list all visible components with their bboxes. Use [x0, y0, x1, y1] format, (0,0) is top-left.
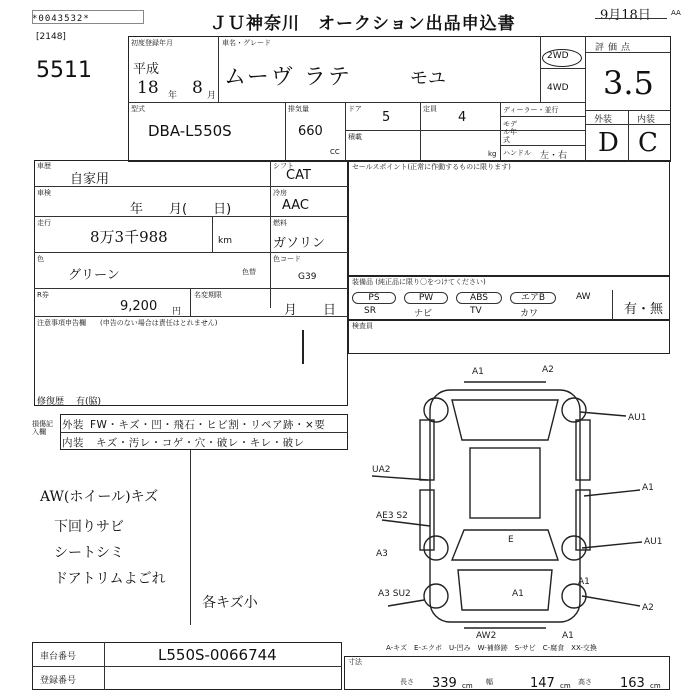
equip-leather: カワ — [520, 309, 539, 319]
name-change: 月 日 — [284, 303, 337, 318]
hw-note-2: 下回りサビ — [54, 519, 124, 535]
mileage-label: 走行 — [37, 219, 51, 227]
barcode-box — [32, 10, 144, 24]
equip-pw: PW — [404, 292, 448, 304]
mark-rear-a2: A2 — [642, 603, 654, 613]
capacity-label: 定員 — [423, 105, 437, 113]
hw-note-5: 各キズ小 — [202, 595, 258, 611]
height: 163 — [620, 676, 645, 691]
notes-label: 注意事項申告欄 — [37, 319, 86, 327]
mark-left-a3: A3 — [376, 549, 388, 559]
length-label: 長さ — [400, 678, 414, 686]
mark-left-ae3: AE3 S2 — [376, 511, 408, 521]
date-suffix: AA — [671, 9, 681, 17]
date: 9月18日 — [600, 8, 651, 23]
mark-right-a1: A1 — [642, 483, 654, 493]
reg-label: 登録番号 — [40, 676, 77, 686]
mark-rear-a3: A3 SU2 — [378, 589, 411, 599]
mark-rear-a1: A1 — [578, 577, 590, 587]
damage-int-label: 内装 — [62, 437, 84, 449]
doors: 5 — [382, 110, 391, 125]
capacity: 4 — [458, 110, 467, 125]
equip-airbag: エアB — [510, 292, 556, 304]
width: 147 — [530, 676, 555, 691]
mark-left-ua2: UA2 — [372, 465, 391, 475]
displacement-label: 排気量 — [288, 105, 309, 113]
equip-navi: ナビ — [414, 309, 433, 319]
mark-center-e: E — [508, 535, 514, 545]
repair-label: 修復歴 — [37, 397, 65, 407]
height-unit: cm — [650, 682, 661, 690]
barcode-number: *0043532* — [32, 14, 90, 24]
damage-ext-label: 外装 — [62, 419, 84, 431]
color-code-label: 色コード — [273, 255, 301, 263]
displacement: 660 — [298, 124, 323, 139]
mileage: 8万3千988 — [90, 228, 168, 246]
score: 3.5 — [603, 64, 654, 102]
usage-label: 車歴 — [37, 162, 51, 170]
diagram-legend: A-キズ E-エクボ U-凹み W-補修跡 S-サビ C-腐食 XX-交換 — [386, 644, 597, 652]
ac-label: 冷房 — [273, 189, 287, 197]
lot-number: 5511 — [36, 58, 92, 83]
displacement-unit: CC — [330, 148, 340, 156]
handle-label: ハンドル — [503, 149, 531, 157]
mark-right-au1: AU1 — [628, 413, 647, 423]
model-label: 型式 — [131, 105, 145, 113]
mark-roof-a1: A1 — [512, 589, 524, 599]
equip-tv: TV — [470, 306, 482, 316]
reg-year: 18 — [137, 78, 159, 98]
inspection: 年 月( 日) — [130, 202, 232, 217]
mark-front-a1: A1 — [472, 367, 484, 377]
notes-note: (申告のない場合は責任はとれません) — [100, 319, 218, 327]
mileage-unit: km — [218, 236, 232, 246]
mark-rear-a1-b: A1 — [562, 631, 574, 640]
fuel-label: 燃料 — [273, 219, 287, 227]
mark-right-au1-b: AU1 — [644, 537, 663, 547]
kg-unit: kg — [488, 150, 497, 158]
mark-rear-aw2: AW2 — [476, 631, 497, 640]
load-label: 積載 — [348, 133, 362, 141]
color-label: 色 — [37, 255, 44, 263]
sales-point-label: セールスポイント(正常に作動するものに限ります) — [352, 163, 511, 171]
interior-grade: C — [638, 128, 658, 158]
score-label: 評価点 — [595, 43, 635, 53]
dealer-label: ディーラー・並行 — [503, 106, 559, 114]
damage-label: 損傷記入欄 — [32, 420, 53, 436]
equip-ps: PS — [352, 292, 396, 304]
reg-month: 8 — [192, 78, 203, 98]
vin-label: 車台番号 — [40, 652, 77, 662]
hw-note-4: ドアトリムよごれ — [54, 571, 166, 587]
equip-tire: 有・無 — [624, 302, 664, 317]
shift: CAT — [286, 168, 311, 183]
drive-4wd: 4WD — [547, 83, 569, 93]
recycle-label: R券 — [37, 291, 49, 299]
history-box — [34, 160, 348, 406]
car-name: ムーヴ ラテ — [224, 65, 352, 90]
repair-value: 有(脇) — [76, 397, 102, 407]
reg-year-suffix: 年 — [168, 91, 178, 101]
equip-aw: AW — [576, 292, 591, 302]
fuel: ガソリン — [273, 236, 326, 251]
recycle: 9,200 — [120, 299, 158, 314]
hw-note-3: シートシミ — [54, 545, 124, 561]
lot-code: [2148] — [36, 32, 66, 42]
form-title: ＪＵ神奈川 オークション出品申込書 — [210, 14, 516, 34]
inspection-label: 車検 — [37, 189, 51, 197]
car-name-label: 車名・グレード — [222, 39, 271, 47]
inspector-label: 検査員 — [352, 322, 373, 330]
damage-ext-items: FW・キズ・凹・飛石・ヒビ割・リペア跡・×要 — [90, 419, 326, 431]
mark-front-a2: A2 — [542, 365, 554, 375]
equip-abs: ABS — [456, 292, 502, 304]
height-label: 高さ — [578, 678, 592, 686]
car-damage-diagram — [372, 360, 672, 640]
car-grade: モユ — [410, 68, 446, 89]
inspector-box — [348, 320, 670, 354]
model-year-label: モデル年式 — [503, 120, 517, 144]
equip-sr: SR — [364, 306, 376, 316]
dims-label: 寸法 — [348, 658, 362, 666]
usage: 自家用 — [70, 172, 110, 187]
width-unit: cm — [560, 682, 571, 690]
first-reg-label: 初度登録年月 — [131, 39, 173, 47]
name-change-label: 名変期限 — [194, 291, 222, 299]
shift-label: シフト — [273, 162, 294, 170]
vin: L550S-0066744 — [158, 646, 277, 664]
handle-value: 左・右 — [540, 151, 568, 161]
color-change-label: 色替 — [242, 268, 256, 276]
equipment-label: 装備品 (純正品に限り〇をつけてください) — [352, 278, 486, 286]
color: グリーン — [68, 268, 120, 283]
notes-mark — [302, 330, 304, 364]
drive-2wd: 2WD — [547, 51, 569, 61]
doors-label: ドア — [348, 105, 362, 113]
model: DBA-L550S — [148, 122, 232, 140]
hw-note-1: AW(ホイール)キズ — [40, 489, 159, 505]
interior-label: 内装 — [637, 115, 656, 125]
exterior-label: 外装 — [594, 115, 613, 125]
reg-month-suffix: 月 — [207, 91, 217, 101]
color-code: G39 — [298, 272, 317, 282]
recycle-unit: 円 — [172, 307, 182, 317]
length: 339 — [432, 676, 457, 691]
ac: AAC — [282, 198, 309, 213]
damage-int-items: キズ・汚レ・コゲ・穴・破レ・キレ・破レ — [96, 437, 305, 449]
sales-point-box — [348, 160, 670, 276]
width-label: 幅 — [486, 678, 493, 686]
exterior-grade: D — [598, 128, 619, 158]
era: 平成 — [133, 62, 160, 77]
length-unit: cm — [462, 682, 473, 690]
